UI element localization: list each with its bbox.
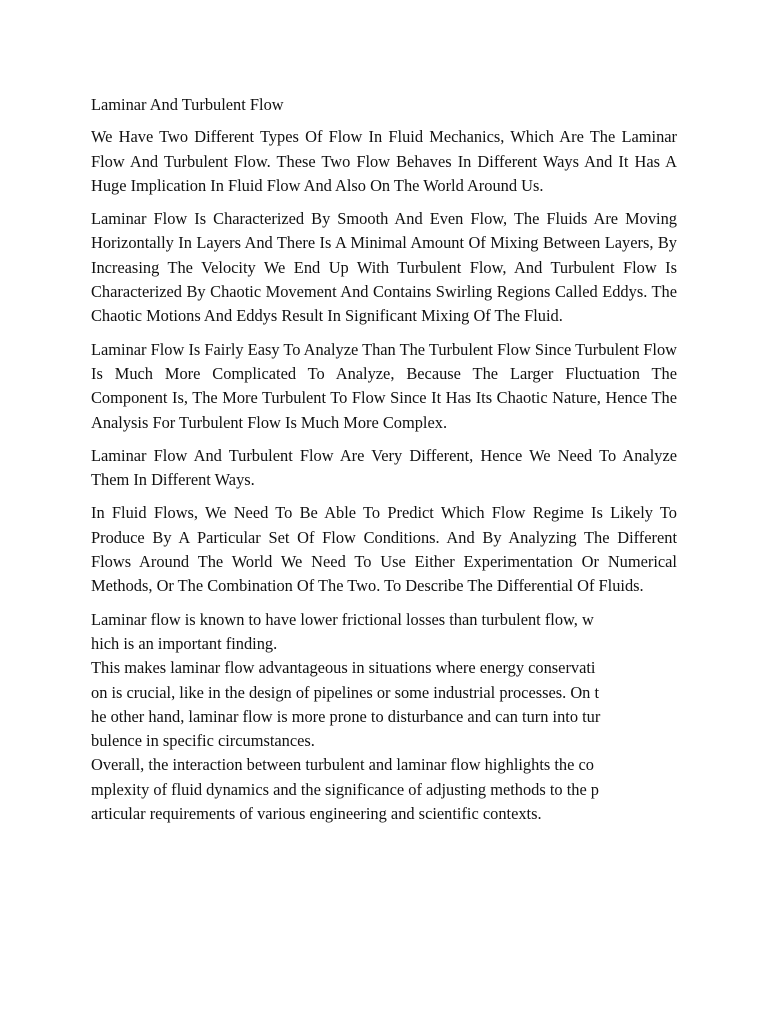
paragraph-3: Laminar Flow Is Fairly Easy To Analyze Than The Turbulent Flow Since Turbulent Flow Is Much More Complicated To Analyze, Because The Larger Fluctuation The Component Is, The More Turbulent To Flow Since It Has Its Chaotic Nature, Hence The Analysis For Turbulent Flow Is Much More Complex. — [91, 339, 677, 432]
final-line: Laminar flow is known to have lower frictional losses than turbulent flow, w — [91, 609, 594, 629]
paragraph-4: Laminar Flow And Turbulent Flow Are Very Different, Hence We Need To Analyze Them In Different Ways. — [91, 445, 677, 490]
final-line: This makes laminar flow advantageous in situations where energy conservati — [91, 658, 596, 678]
final-line: he other hand, laminar flow is more prone to disturbance and can turn into tur — [91, 706, 601, 726]
document-page — [91, 93, 677, 826]
final-line: Overall, the interaction between turbulent and laminar flow highlights the co — [91, 755, 594, 775]
final-section — [91, 608, 677, 827]
paragraph-2: Laminar Flow Is Characterized By Smooth And Even Flow, The Fluids Are Moving Horizontally In Layers And There Is A Minimal Amount Of Mixing Between Layers, By Increasing The Velocity We End Up With Turbulent Flow, And Turbulent Flow Is Characterized By Chaotic Movement And Contains Swirling Regions Called Eddys. The Chaotic Motions And Eddys Result In Significant Mixing Of The Fluid. — [91, 209, 677, 326]
final-line: on is crucial, like in the design of pipelines or some industrial processes. On t — [91, 682, 600, 702]
paragraph-1: We Have Two Different Types Of Flow In Fluid Mechanics, Which Are The Laminar Flow And Turbulent Flow. These Two Flow Behaves In Different Ways And It Has A Huge Implication In Fluid Flow And Also On The World Around Us. — [91, 127, 677, 195]
document-title: Laminar And Turbulent Flow — [91, 95, 284, 114]
final-line: mplexity of fluid dynamics and the significance of adjusting methods to the p — [91, 779, 600, 799]
final-line: hich is an important finding. — [91, 633, 278, 653]
final-line: articular requirements of various engineering and scientific contexts. — [91, 804, 542, 824]
final-line: bulence in specific circumstances. — [91, 731, 315, 751]
paragraph-5: In Fluid Flows, We Need To Be Able To Predict Which Flow Regime Is Likely To Produce By A Particular Set Of Flow Conditions. And By Analyzing The Different Flows Around The World We Need To Use Either Experimentation Or Numerical Methods, Or The Combination Of The Two. To Describe The Differential Of Fluids. — [91, 503, 677, 596]
